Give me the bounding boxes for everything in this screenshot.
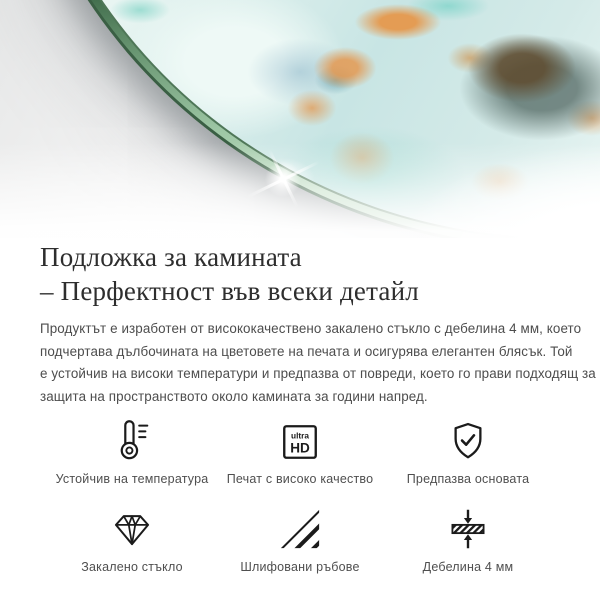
product-hero-image bbox=[0, 0, 600, 238]
hero-white-fade bbox=[0, 0, 600, 238]
description-line: е устойчив на високи температури и предпазва от повреди, което го прави подходящ за bbox=[40, 366, 596, 382]
feature-print-quality bbox=[216, 415, 384, 486]
feature-tempered-glass bbox=[48, 503, 216, 574]
polished-edges-icon bbox=[278, 503, 322, 551]
heading-line-1: Подложка за камината bbox=[40, 242, 302, 272]
page-title bbox=[40, 240, 560, 308]
feature-label: Предпазва основата bbox=[406, 472, 530, 487]
feature-label: Печат с високо качество bbox=[226, 472, 374, 487]
ultra-hd-icon bbox=[279, 415, 321, 463]
feature-thickness bbox=[384, 503, 552, 574]
hd-label: HD bbox=[290, 440, 310, 456]
feature-label: Закалено стъкло bbox=[81, 560, 183, 575]
feature-label: Устойчив на температура bbox=[55, 472, 209, 487]
thermometer-icon bbox=[109, 415, 155, 463]
ultra-label: ultra bbox=[291, 430, 309, 441]
feature-base-protection bbox=[384, 415, 552, 486]
description-line: защита на пространството около камината за години напред. bbox=[40, 388, 428, 404]
thickness-icon bbox=[446, 503, 490, 551]
feature-label: Шлифовани ръбове bbox=[240, 560, 360, 575]
description-line: подчертава дълбочината на цветовете на печата и осигурява елегантен блясък. Той bbox=[40, 343, 573, 359]
product-description-section bbox=[0, 240, 600, 574]
heading-line-2: – Перфектност във всеки детайл bbox=[40, 276, 419, 306]
feature-label: Дебелина 4 мм bbox=[422, 560, 514, 575]
features-grid bbox=[40, 415, 560, 574]
product-description-text bbox=[40, 318, 596, 408]
feature-polished-edges bbox=[216, 503, 384, 574]
diamond-icon bbox=[110, 503, 154, 551]
shield-check-icon bbox=[446, 415, 490, 463]
feature-temperature bbox=[48, 415, 216, 486]
description-line: Продуктът е изработен от висококачествено закалено стъкло с дебелина 4 мм, което bbox=[40, 321, 582, 336]
